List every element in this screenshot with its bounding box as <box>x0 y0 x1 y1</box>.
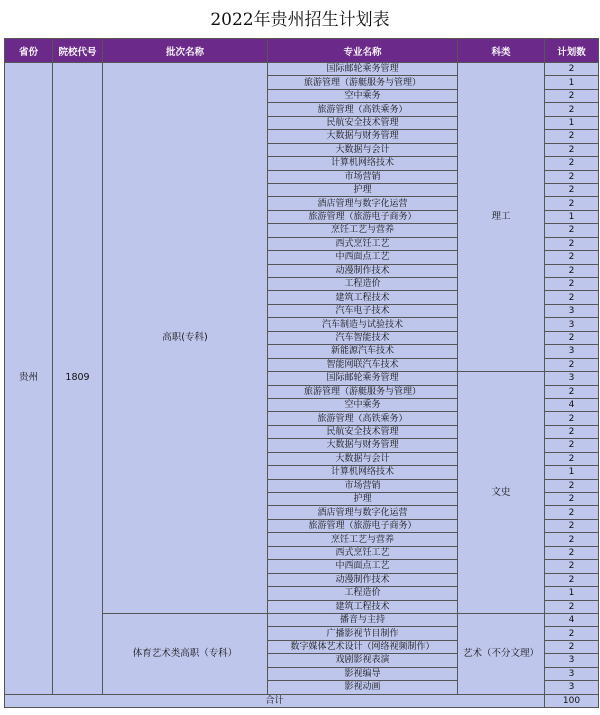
count-cell: 4 <box>545 398 599 411</box>
major-cell: 计算机网络技术 <box>268 157 458 170</box>
count-cell: 1 <box>545 210 599 223</box>
category-cell: 理工 <box>458 63 545 372</box>
count-cell: 1 <box>545 76 599 89</box>
major-cell: 广播影视节目制作 <box>268 627 458 640</box>
total-row <box>5 694 599 707</box>
major-cell: 旅游管理（旅游电子商务） <box>268 210 458 223</box>
count-cell: 4 <box>545 613 599 626</box>
count-cell: 2 <box>545 452 599 465</box>
major-cell: 空中乘务 <box>268 89 458 102</box>
count-cell: 2 <box>545 197 599 210</box>
table-header-row <box>5 39 599 63</box>
batch-cell: 高职(专科) <box>103 63 268 614</box>
major-cell: 旅游管理（高铁乘务） <box>268 103 458 116</box>
count-cell: 1 <box>545 116 599 129</box>
count-cell: 2 <box>545 385 599 398</box>
count-cell: 2 <box>545 89 599 102</box>
count-cell: 2 <box>545 63 599 76</box>
major-cell: 大数据与会计 <box>268 452 458 465</box>
batch-cell: 体育艺术类高职（专科） <box>103 613 268 694</box>
table-row <box>5 63 599 76</box>
major-cell: 播音与主持 <box>268 613 458 626</box>
major-cell: 影视编导 <box>268 667 458 680</box>
count-cell: 2 <box>545 546 599 559</box>
count-cell: 3 <box>545 304 599 317</box>
count-cell: 2 <box>545 157 599 170</box>
document-title: 2022年贵州招生计划表 <box>210 10 390 30</box>
count-cell: 2 <box>545 103 599 116</box>
major-cell: 计算机网络技术 <box>268 466 458 479</box>
major-cell: 旅游管理（高铁乘务） <box>268 412 458 425</box>
count-cell: 2 <box>545 183 599 196</box>
major-cell: 旅游管理（游艇服务与管理） <box>268 385 458 398</box>
count-cell: 2 <box>545 224 599 237</box>
major-cell: 民航安全技术管理 <box>268 425 458 438</box>
major-cell: 酒店管理与数字化运营 <box>268 197 458 210</box>
major-cell: 护理 <box>268 493 458 506</box>
count-cell: 2 <box>545 600 599 613</box>
count-cell: 2 <box>545 130 599 143</box>
category-cell: 文史 <box>458 372 545 614</box>
major-cell: 数字媒体艺术设计（网络视频制作） <box>268 640 458 653</box>
count-cell: 2 <box>545 143 599 156</box>
major-cell: 大数据与会计 <box>268 143 458 156</box>
major-cell: 动漫制作技术 <box>268 264 458 277</box>
header-count: 计划数 <box>545 39 599 63</box>
header-major: 专业名称 <box>268 39 458 63</box>
count-cell: 2 <box>545 170 599 183</box>
count-cell: 2 <box>545 493 599 506</box>
count-cell: 2 <box>545 560 599 573</box>
major-cell: 烹饪工艺与营养 <box>268 224 458 237</box>
count-cell: 3 <box>545 667 599 680</box>
major-cell: 戏剧影视表演 <box>268 654 458 667</box>
count-cell: 2 <box>545 640 599 653</box>
major-cell: 动漫制作技术 <box>268 573 458 586</box>
count-cell: 2 <box>545 251 599 264</box>
header-province: 省份 <box>5 39 53 63</box>
major-cell: 西式烹饪工艺 <box>268 237 458 250</box>
count-cell: 1 <box>545 587 599 600</box>
major-cell: 护理 <box>268 183 458 196</box>
count-cell: 2 <box>545 291 599 304</box>
count-cell: 2 <box>545 439 599 452</box>
count-cell: 1 <box>545 466 599 479</box>
major-cell: 大数据与财务管理 <box>268 439 458 452</box>
count-cell: 2 <box>545 264 599 277</box>
major-cell: 国际邮轮乘务管理 <box>268 63 458 76</box>
province-cell: 贵州 <box>5 63 53 695</box>
major-cell: 市场营销 <box>268 479 458 492</box>
count-cell: 2 <box>545 237 599 250</box>
count-cell: 2 <box>545 479 599 492</box>
major-cell: 影视动画 <box>268 681 458 694</box>
count-cell: 3 <box>545 654 599 667</box>
major-cell: 新能源汽车技术 <box>268 345 458 358</box>
count-cell: 3 <box>545 372 599 385</box>
header-school-code: 院校代号 <box>53 39 103 63</box>
count-cell: 3 <box>545 318 599 331</box>
count-cell: 2 <box>545 331 599 344</box>
major-cell: 空中乘务 <box>268 398 458 411</box>
major-cell: 工程造价 <box>268 587 458 600</box>
category-cell: 艺术（不分文理） <box>458 613 545 694</box>
major-cell: 酒店管理与数字化运营 <box>268 506 458 519</box>
school-code-cell: 1809 <box>53 63 103 695</box>
count-cell: 3 <box>545 345 599 358</box>
table-body <box>5 63 599 708</box>
major-cell: 旅游管理（游艇服务与管理） <box>268 76 458 89</box>
count-cell: 2 <box>545 358 599 371</box>
major-cell: 建筑工程技术 <box>268 291 458 304</box>
major-cell: 中西面点工艺 <box>268 251 458 264</box>
total-label: 合计 <box>5 694 545 707</box>
major-cell: 烹饪工艺与营养 <box>268 533 458 546</box>
count-cell: 3 <box>545 681 599 694</box>
major-cell: 大数据与财务管理 <box>268 130 458 143</box>
count-cell: 2 <box>545 627 599 640</box>
major-cell: 民航安全技术管理 <box>268 116 458 129</box>
count-cell: 2 <box>545 519 599 532</box>
major-cell: 汽车电子技术 <box>268 304 458 317</box>
major-cell: 汽车智能技术 <box>268 331 458 344</box>
count-cell: 2 <box>545 533 599 546</box>
header-batch: 批次名称 <box>103 39 268 63</box>
header-category: 科类 <box>458 39 545 63</box>
count-cell: 2 <box>545 506 599 519</box>
major-cell: 智能网联汽车技术 <box>268 358 458 371</box>
major-cell: 汽车制造与试验技术 <box>268 318 458 331</box>
major-cell: 工程造价 <box>268 278 458 291</box>
count-cell: 2 <box>545 573 599 586</box>
major-cell: 国际邮轮乘务管理 <box>268 372 458 385</box>
major-cell: 市场营销 <box>268 170 458 183</box>
enrollment-plan-table <box>4 38 599 708</box>
major-cell: 中西面点工艺 <box>268 560 458 573</box>
count-cell: 2 <box>545 425 599 438</box>
count-cell: 2 <box>545 412 599 425</box>
major-cell: 建筑工程技术 <box>268 600 458 613</box>
major-cell: 西式烹饪工艺 <box>268 546 458 559</box>
count-cell: 2 <box>545 278 599 291</box>
major-cell: 旅游管理（旅游电子商务） <box>268 519 458 532</box>
total-value: 100 <box>545 694 599 707</box>
